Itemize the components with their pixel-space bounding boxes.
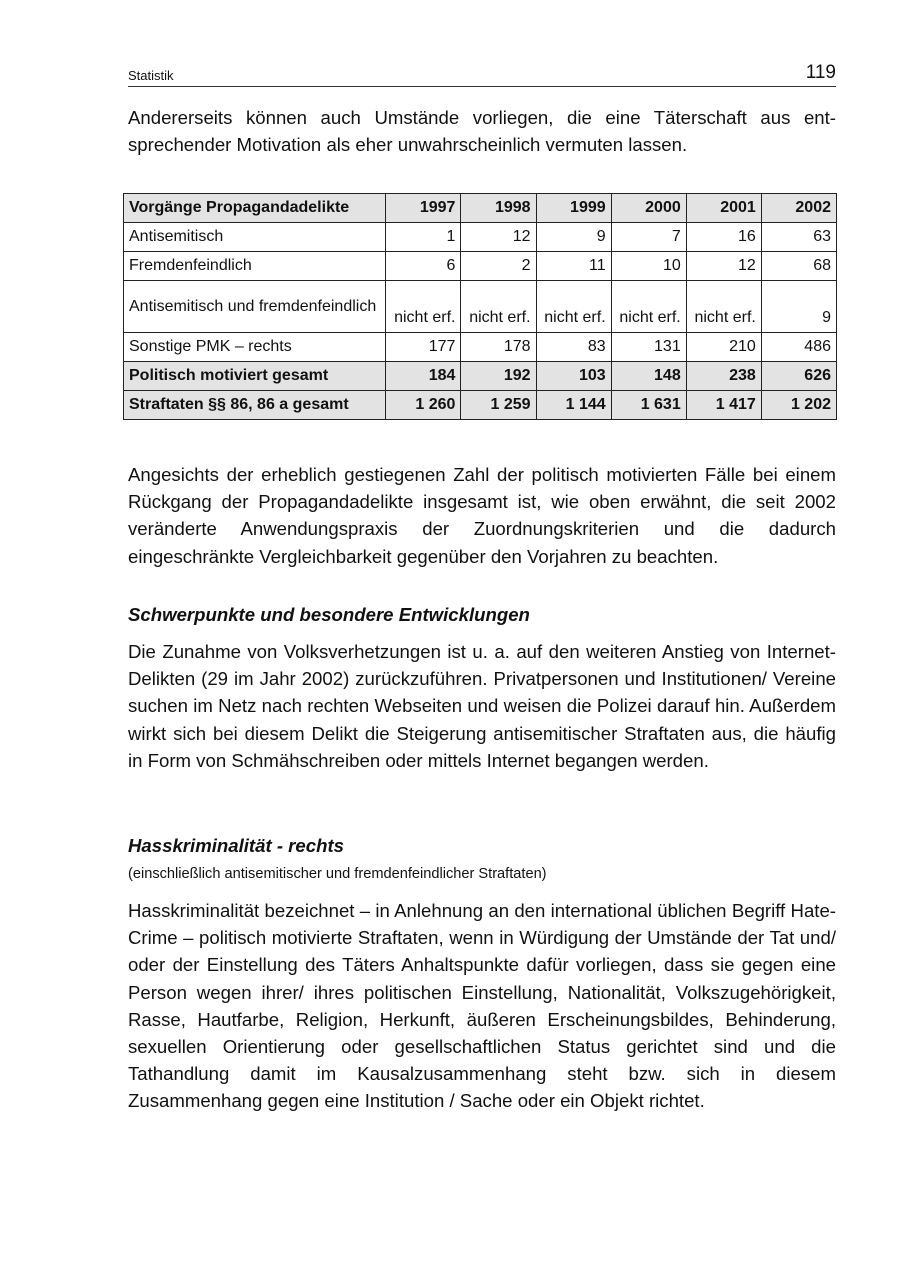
row-label: Fremdenfeindlich (124, 252, 386, 281)
table-cell: 238 (686, 362, 761, 391)
column-header: 1998 (461, 194, 536, 223)
row-label: Sonstige PMK – rechts (124, 333, 386, 362)
table-cell: 11 (536, 252, 611, 281)
table-cell: nicht erf. (611, 281, 686, 333)
column-header: 1997 (386, 194, 461, 223)
table-cell: 12 (686, 252, 761, 281)
table-cell: 7 (611, 223, 686, 252)
hate-crime-paragraph: Hasskriminalität bezeichnet – in Anlehnung an den international üblichen Begriff Hate-Crime – politisch motivierte Straftaten, wenn in Würdigung der Umstände der Tat und/ oder der Einstellung des Täters Anhaltspunkte dafür vorliegen, dass sie gegen eine Person wegen ihrer/ ihres politischen Einstellung, Nationalität, Volkszugehörigkeit, Rasse, Hautfarbe, Religion, Herkunft, äußeren Erscheinungsbildes, Behinderung, sexuellen Orientierung oder gesellschaftlichen Status gerichtet sind und die Tathandlung damit im Kausalzusammenhang steht bzw. sich in diesem Zusammenhang gegen eine Institution / Sache oder ein Objekt richtet. (128, 900, 836, 1112)
section-subnote: (einschließlich antisemitischer und fremdenfeindlicher Straftaten) (128, 866, 547, 882)
comparability-paragraph: Angesichts der erheblich gestiegenen Zahl der politisch motivierten Fälle bei einem Rückgang der Propagandadelikte insgesamt ist, wie oben erwähnt, die seit 2002 veränderte Anwendungspraxis der Zuordnungskriterien und die dadurch eingeschränkte Vergleichbarkeit gegenüber den Vorjahren zu beachten. (128, 464, 836, 567)
table-cell: 1 259 (461, 391, 536, 420)
table-cell: 1 417 (686, 391, 761, 420)
column-header: 1999 (536, 194, 611, 223)
table-cell: 10 (611, 252, 686, 281)
table-row (124, 333, 837, 362)
table-cell: 1 (386, 223, 461, 252)
table-cell: 6 (386, 252, 461, 281)
page-header (128, 62, 836, 87)
table-cell: 16 (686, 223, 761, 252)
column-header: 2000 (611, 194, 686, 223)
table-cell: 210 (686, 333, 761, 362)
column-header: Vorgänge Propagandadelikte (124, 194, 386, 223)
table-cell: 1 144 (536, 391, 611, 420)
running-head: Statistik (128, 68, 174, 83)
table-cell: 12 (461, 223, 536, 252)
section-heading-focus: Schwerpunkte und besondere Entwicklungen (128, 604, 530, 625)
focus-paragraph: Die Zunahme von Volksverhetzungen ist u. a. auf den weiteren Anstieg von Internet-Delikten (29 im Jahr 2002) zurückzuführen. Privatpersonen und Institutionen/ Vereine suchen im Netz nach rechten Webseiten und weisen die Polizei darauf hin. Außerdem wirkt sich bei diesem Delikt die Steigerung antisemitischer Straftaten aus, die häufig in Form von Schmähschreiben oder mittels Internet begangen werden. (128, 641, 836, 771)
table-cell: 1 202 (761, 391, 836, 420)
row-label: Straftaten §§ 86, 86 a gesamt (124, 391, 386, 420)
table-row (124, 223, 837, 252)
table-cell: nicht erf. (686, 281, 761, 333)
table-cell: 184 (386, 362, 461, 391)
table-cell: 9 (536, 223, 611, 252)
table-cell: nicht erf. (461, 281, 536, 333)
row-label: Antisemitisch (124, 223, 386, 252)
table-cell: 148 (611, 362, 686, 391)
table-cell: 1 631 (611, 391, 686, 420)
table-cell: 63 (761, 223, 836, 252)
table-cell: nicht erf. (536, 281, 611, 333)
table-cell: 178 (461, 333, 536, 362)
table-cell: 1 260 (386, 391, 461, 420)
table-header-row (124, 194, 837, 223)
table-cell: nicht erf. (386, 281, 461, 333)
section-heading-hate-crime: Hasskriminalität - rechts (128, 835, 344, 856)
table-row (124, 252, 837, 281)
table-cell: 486 (761, 333, 836, 362)
propaganda-offenses-table (123, 193, 837, 420)
row-label: Politisch motiviert gesamt (124, 362, 386, 391)
table-row (124, 391, 837, 420)
table-cell: 68 (761, 252, 836, 281)
table-cell: 2 (461, 252, 536, 281)
table-cell: 103 (536, 362, 611, 391)
column-header: 2002 (761, 194, 836, 223)
table-cell: 9 (761, 281, 836, 333)
column-header: 2001 (686, 194, 761, 223)
table-row (124, 281, 837, 333)
page-number: 119 (805, 62, 836, 83)
table-row (124, 362, 837, 391)
table-cell: 626 (761, 362, 836, 391)
intro-paragraph: Andererseits können auch Umstände vorliegen, die eine Täterschaft aus ent-sprechender Motivation als eher unwahrscheinlich vermuten lassen. (128, 107, 836, 156)
table-cell: 177 (386, 333, 461, 362)
table-cell: 83 (536, 333, 611, 362)
table-cell: 131 (611, 333, 686, 362)
table-cell: 192 (461, 362, 536, 391)
row-label: Antisemitisch und fremdenfeindlich (124, 281, 386, 333)
